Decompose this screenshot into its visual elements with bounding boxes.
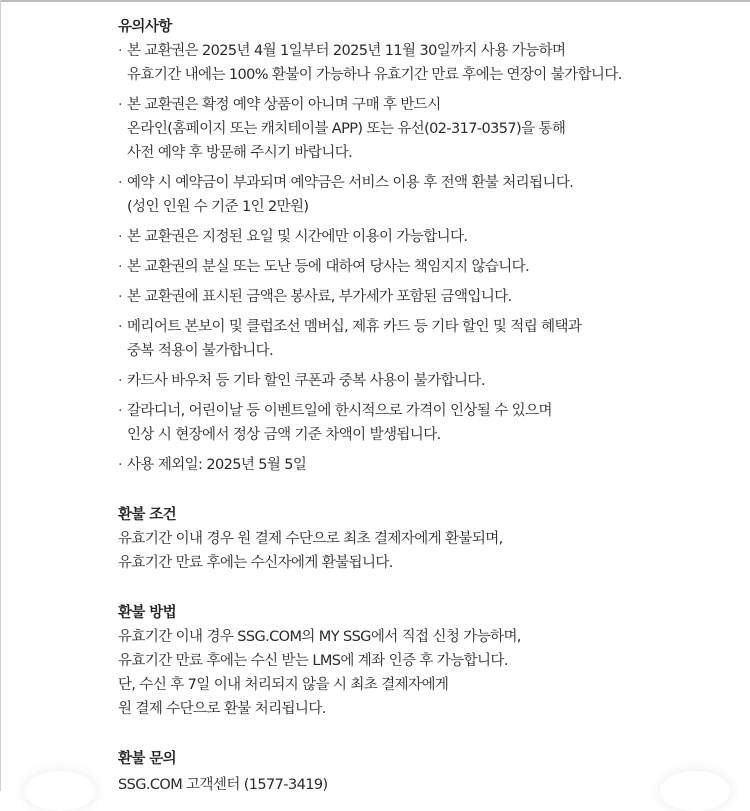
notice-item [118, 315, 718, 363]
notice-line: 사전 예약 후 방문해 주시기 바랍니다. [127, 145, 353, 161]
bullet: · [118, 289, 123, 305]
notice-item [118, 285, 718, 309]
refund-method-heading: 환불 방법 [118, 605, 177, 621]
notice-line: 유효기간 내에는 100% 환불이 가능하나 유효기간 만료 후에는 연장이 불가합니다. [127, 67, 622, 83]
bullet: · [118, 403, 123, 419]
notice-item [118, 399, 718, 447]
notice-line: 중복 적용이 불가합니다. [127, 343, 274, 359]
notice-line: 본 교환권은 2025년 4월 1일부터 2025년 11월 30일까지 사용 가능하며 [127, 43, 566, 59]
notice-heading: 유의사항 [118, 19, 172, 35]
notice-line: 본 교환권은 확정 예약 상품이 아니며 구매 후 반드시 [127, 97, 441, 113]
refund-method-section [118, 601, 718, 721]
notice-item [118, 369, 718, 393]
top-border [0, 0, 750, 2]
notice-line: 본 교환권은 지정된 요일 및 시간에만 이용이 가능합니다. [127, 229, 468, 245]
bullet: · [118, 175, 123, 191]
notice-item [118, 171, 718, 219]
notice-item [118, 225, 718, 249]
notice-line: 사용 제외일: 2025년 5월 5일 [127, 457, 307, 473]
refund-method-line: 유효기간 만료 후에는 수신 받는 LMS에 계좌 인증 후 가능합니다. [118, 653, 508, 669]
refund-conditions-line: 유효기간 만료 후에는 수신자에게 환불됩니다. [118, 555, 393, 571]
refund-method-line: 단, 수신 후 7일 이내 처리되지 않을 시 최초 결제자에게 [118, 677, 449, 693]
notice-item [118, 39, 718, 87]
notice-line: 인상 시 현장에서 정상 금액 기준 차액이 발생됩니다. [127, 427, 441, 443]
notice-line: 예약 시 예약금이 부과되며 예약금은 서비스 이용 후 전액 환불 처리됩니다. [127, 175, 574, 191]
right-floating-shadow [660, 771, 730, 811]
bullet: · [118, 97, 123, 113]
notice-line: 온라인(홈페이지 또는 캐치테이블 APP) 또는 유선(02-317-0357)을 통해 [127, 121, 566, 137]
notice-list [118, 39, 718, 477]
bullet: · [118, 457, 123, 473]
notice-line: 본 교환권의 분실 또는 도난 등에 대하여 당사는 책임지지 않습니다. [127, 259, 530, 275]
refund-conditions-section [118, 503, 718, 575]
notice-item [118, 93, 718, 165]
notice-line: 메리어트 본보이 및 클럽조선 멤버십, 제휴 카드 등 기타 할인 및 적립 혜택과 [127, 319, 582, 335]
refund-conditions-heading: 환불 조건 [118, 507, 177, 523]
refund-inquiry-section [118, 747, 718, 797]
bullet: · [118, 229, 123, 245]
bullet: · [118, 43, 123, 59]
voucher-terms [118, 15, 718, 797]
left-floating-shadow [25, 771, 95, 811]
notice-line: 갈라디너, 어린이날 등 이벤트일에 한시적으로 가격이 인상될 수 있으며 [127, 403, 552, 419]
bullet: · [118, 373, 123, 389]
notice-item [118, 255, 718, 279]
refund-method-line: 원 결제 수단으로 환불 처리됩니다. [118, 701, 326, 717]
refund-method-line: 유효기간 이내 경우 SSG.COM의 MY SSG에서 직접 신청 가능하며, [118, 629, 521, 645]
notice-line: (성인 인원 수 기준 1인 2만원) [127, 199, 309, 215]
notice-item [118, 453, 718, 477]
bullet: · [118, 259, 123, 275]
refund-inquiry-heading: 환불 문의 [118, 751, 177, 767]
notice-line: 본 교환권에 표시된 금액은 봉사료, 부가세가 포함된 금액입니다. [127, 289, 512, 305]
bullet: · [118, 319, 123, 335]
left-border [0, 0, 1, 791]
refund-conditions-line: 유효기간 이내 경우 원 결제 수단으로 최초 결제자에게 환불되며, [118, 531, 503, 547]
notice-line: 카드사 바우처 등 기타 할인 쿠폰과 중복 사용이 불가합니다. [127, 373, 485, 389]
customer-center-contact: SSG.COM 고객센터 (1577-3419) [118, 777, 328, 793]
